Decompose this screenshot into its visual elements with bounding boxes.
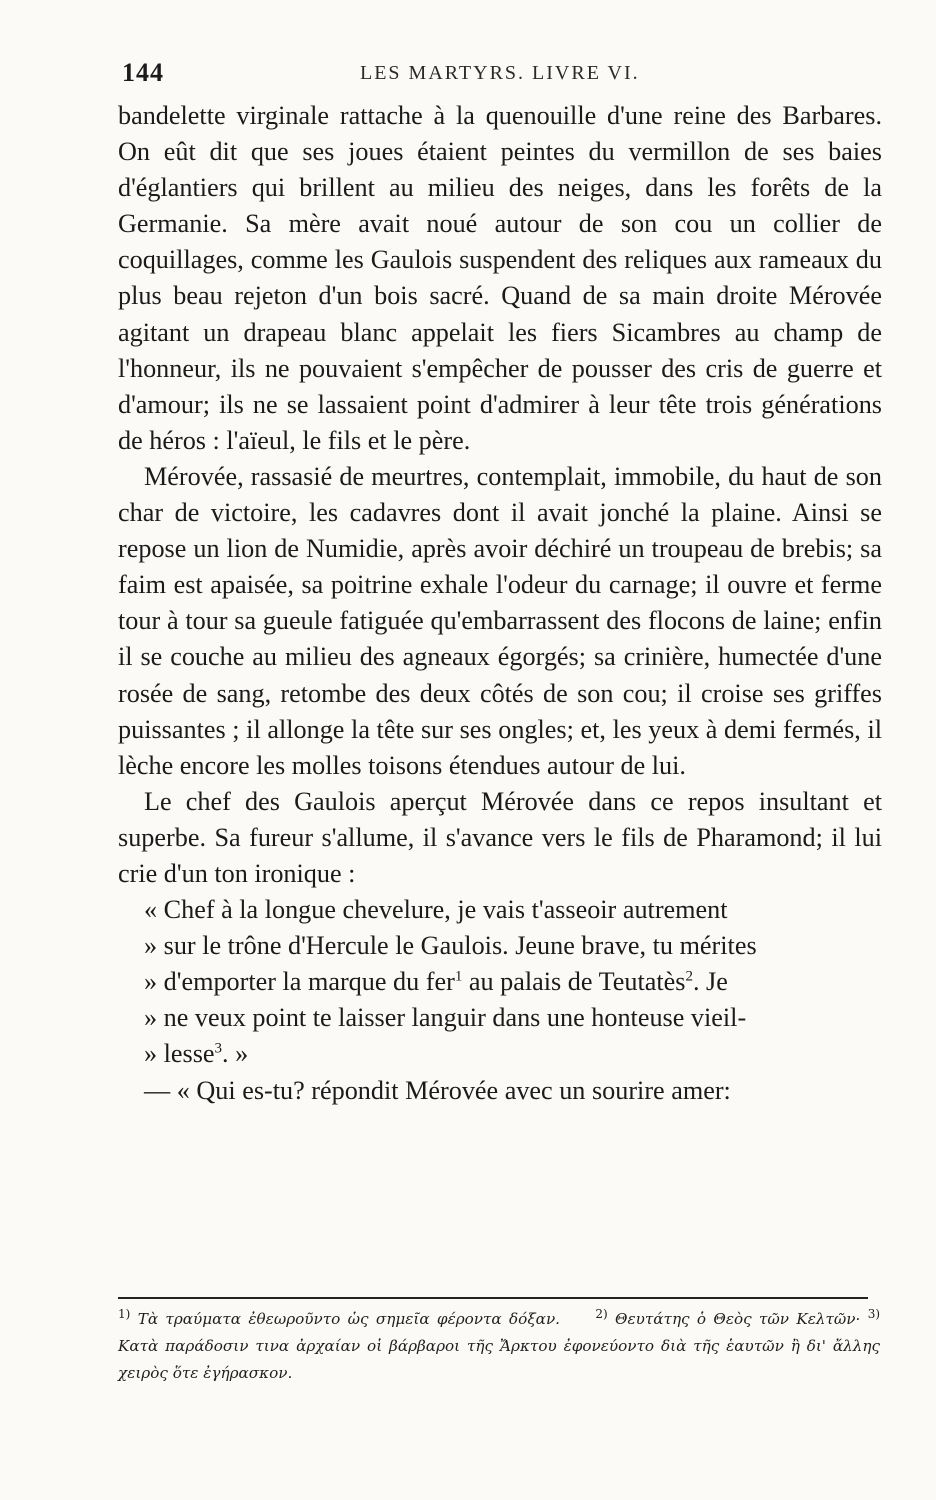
quote-line-5-a: » lesse	[144, 1039, 215, 1069]
quote-line-3-a: » d'emporter la marque du fer	[144, 967, 455, 997]
footnote-ref-1: 1	[454, 968, 463, 985]
quote-line-2: » sur le trône d'Hercule le Gaulois. Jeune brave, tu mérites	[144, 931, 757, 961]
quote-line-1: « Chef à la longue chevelure, je vais t'asseoir autrement	[144, 895, 728, 925]
paragraph-3: Le chef des Gaulois aperçut Mérovée dans ce repos insultant et superbe. Sa fureur s'allume, il s'avance vers le fils de Pharamond; il lui crie d'un ton ironique :	[118, 786, 882, 888]
footnote-block	[118, 1306, 880, 1387]
footnote-2-text: Θευτάτης ὁ Θεὸς τῶν Κελτῶν·	[615, 1310, 861, 1328]
quote-line-3-c: . Je	[692, 967, 728, 997]
footnote-3-text: Κατὰ παράδοσιν τινα ἀρχαίαν οἱ βάρβαροι τῆς Ἄρκτου ἐφονεύοντο διὰ τῆς ἑαυτῶν ἢ δι' ἄλλης χειρὸς ὅτε ἐγήρασκον.	[118, 1337, 880, 1382]
page-header	[122, 58, 890, 94]
quote-line-4: » ne veux point te laisser languir dans une honteuse vieil-	[144, 1003, 747, 1033]
paragraph-2: Mérovée, rassasié de meurtres, contemplait, immobile, du haut de son char de victoire, les cadavres dont il avait jonché la plaine. Ainsi se repose un lion de Numidie, après avoir déchiré un troupeau de brebis; sa faim est apaisée, sa poitrine exhale l'odeur du carnage; il ouvre et ferme tour à tour sa gueule fatiguée qu'embarrassent des flocons de laine; enfin il se couche au milieu des agneaux égorgés; sa crinière, humectée d'une rosée de sang, retombe des deux côtés de son cou; il croise ses griffes puissantes ; il allonge la tête sur ses ongles; et, les yeux à demi fermés, il lèche encore les molles toisons étendues autour de lui.	[118, 461, 882, 780]
page-number: 144	[122, 58, 164, 87]
footnote-ref-2: 2	[685, 968, 693, 985]
footnote-ref-3: 3	[214, 1040, 223, 1057]
paragraph-4: — « Qui es-tu? répondit Mérovée avec un sourire amer:	[144, 1075, 731, 1105]
quote-line-3-b: au palais de Teutatès	[462, 967, 686, 997]
quote-block	[118, 892, 882, 1072]
body-text	[118, 98, 882, 1109]
footnote-1-text: Τὰ τραύματα ἐθεωροῦντο ὡς σημεῖα φέροντα δόξαν.	[137, 1310, 560, 1328]
footnote-1-mark: 1)	[118, 1306, 131, 1321]
footnote-2-mark: 2)	[595, 1306, 608, 1321]
running-title: LES MARTYRS. LIVRE VI.	[360, 62, 640, 84]
footnote-3-mark: 3)	[867, 1306, 881, 1321]
quote-line-5-b: . »	[222, 1039, 249, 1069]
paragraph-1: bandelette virginale rattache à la quenouille d'une reine des Barbares. On eût dit que ses joues étaient peintes du vermillon de ses baies d'églantiers qui brillent au milieu des neiges, dans les forêts de la Germanie. Sa mère avait noué autour de son cou un collier de coquillages, comme les Gaulois suspendent des reliques aux rameaux du plus beau rejeton d'un bois sacré. Quand de sa main droite Mérovée agitant un drapeau blanc appelait les fiers Sicambres au champ de l'honneur, ils ne pouvaient s'empêcher de pousser des cris de guerre et d'amour; ils ne se lassaient point d'admirer à leur tête trois générations de héros : l'aïeul, le fils et le père.	[118, 101, 882, 455]
footnotes	[118, 1306, 880, 1387]
quote-line-3	[118, 964, 882, 1000]
quote-line-5	[118, 1036, 882, 1072]
footnote-rule	[118, 1297, 868, 1299]
